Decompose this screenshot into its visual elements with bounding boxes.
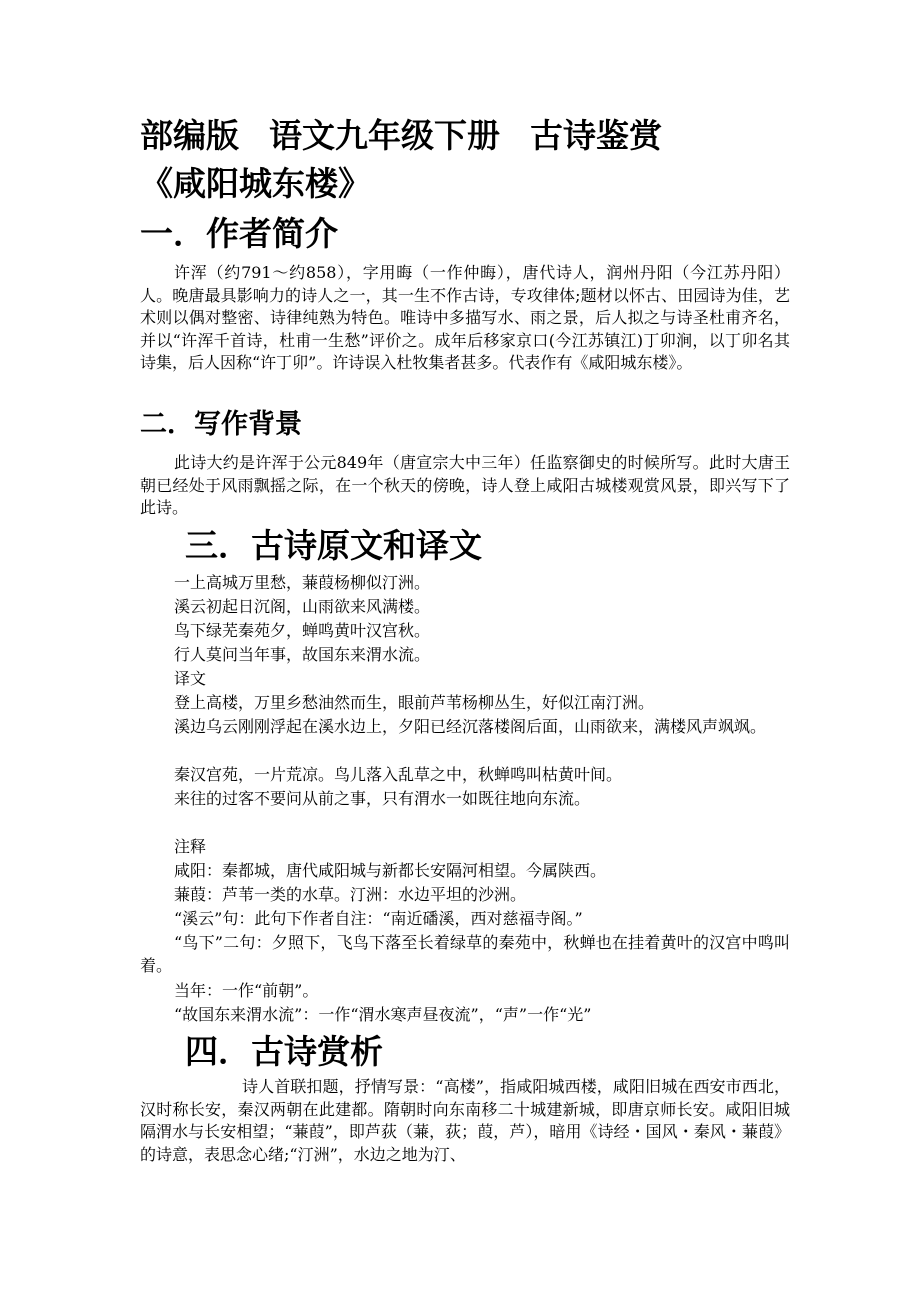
- title-course: 语文九年级下册: [269, 116, 500, 155]
- poem-line: 溪云初起日沉阁，山雨欲来风满楼。: [174, 597, 431, 616]
- note-item: 咸阳：秦都城，唐代咸阳城与新都长安隔河相望。今属陕西。: [174, 861, 607, 880]
- title-edition: 部编版: [140, 116, 239, 155]
- note-item: 当年：一作“前朝”。: [174, 981, 319, 1000]
- section-poem-heading: 三．古诗原文和译文: [185, 526, 482, 565]
- section-analysis-heading: 四．古诗赏析: [185, 1032, 383, 1071]
- note-item: “溪云”句：此句下作者自注：“南近磻溪，西对慈福寺阁。”: [174, 909, 583, 928]
- translation-line: 来往的过客不要问从前之事，只有渭水一如既往地向东流。: [174, 789, 591, 808]
- title-topic: 古诗鉴赏: [530, 116, 662, 155]
- translation-line: 登上高楼，万里乡愁油然而生，眼前芦苇杨柳丛生，好似江南汀洲。: [174, 693, 655, 712]
- section-analysis-body: 诗人首联扣题，抒情写景：“高楼”，指咸阳城西楼，咸阳旧城在西安市西北，汉时称长安，秦汉两朝在此建都。隋朝时向东南移二十城建新城，即唐京师长安。咸阳旧城隔渭水与长安相望；“蒹葭”，即芦荻（蒹，荻；葭，芦），暗用《诗经・国风・秦风・蒹葭》的诗意，表思念心绪;“汀洲”，水边之地为汀、: [140, 1077, 790, 1164]
- document-title: [140, 114, 800, 158]
- notes-label: 注释: [174, 837, 207, 856]
- note-item: 蒹葭：芦苇一类的水草。汀洲：水边平坦的沙洲。: [174, 885, 527, 904]
- section-background-body: 此诗大约是许浑于公元849年（唐宣宗大中三年）任监察御史的时候所写。此时大唐王朝已经处于风雨飘摇之际，在一个秋天的傍晚，诗人登上咸阳古城楼观赏风景，即兴写下了此诗。: [140, 453, 790, 517]
- poem-line: 行人莫问当年事，故国东来渭水流。: [174, 645, 431, 664]
- note-item: “故国东来渭水流”：一作“渭水寒声昼夜流”，“声”一作“光”: [174, 1005, 592, 1024]
- translation-label: 译文: [174, 669, 207, 688]
- section-background-heading: 二．写作背景: [140, 409, 302, 440]
- poem-line: 一上高城万里愁，蒹葭杨柳似汀洲。: [174, 573, 431, 592]
- note-item: “鸟下”二句：夕照下，飞鸟下落至长着绿草的秦苑中，秋蝉也在挂着黄叶的汉宫中鸣叫着。: [140, 933, 790, 975]
- section-author-heading: 一．作者简介: [140, 214, 338, 253]
- translation-line: 秦汉宫苑，一片荒凉。鸟儿落入乱草之中，秋蝉鸣叫枯黄叶间。: [174, 765, 623, 784]
- poem-title: 《咸阳城东楼》: [140, 164, 371, 203]
- section-author-body: 许浑（约791～约858），字用晦（一作仲晦），唐代诗人，润州丹阳（今江苏丹阳）人。晚唐最具影响力的诗人之一，其一生不作古诗，专攻律体;题材以怀古、田园诗为佳，艺术则以偶对整密、诗律纯熟为特色。唯诗中多描写水、雨之景，后人拟之与诗圣杜甫齐名，并以“许浑千首诗，杜甫一生愁”评价之。成年后移家京口(今江苏镇江)丁卯涧，以丁卯名其诗集，后人因称“许丁卯”。许诗误入杜牧集者甚多。代表作有《咸阳城东楼》。: [140, 263, 790, 372]
- poem-line: 鸟下绿芜秦苑夕，蝉鸣黄叶汉宫秋。: [174, 621, 431, 640]
- translation-line: 溪边乌云刚刚浮起在溪水边上，夕阳已经沉落楼阁后面，山雨欲来，满楼风声飒飒。: [174, 717, 767, 736]
